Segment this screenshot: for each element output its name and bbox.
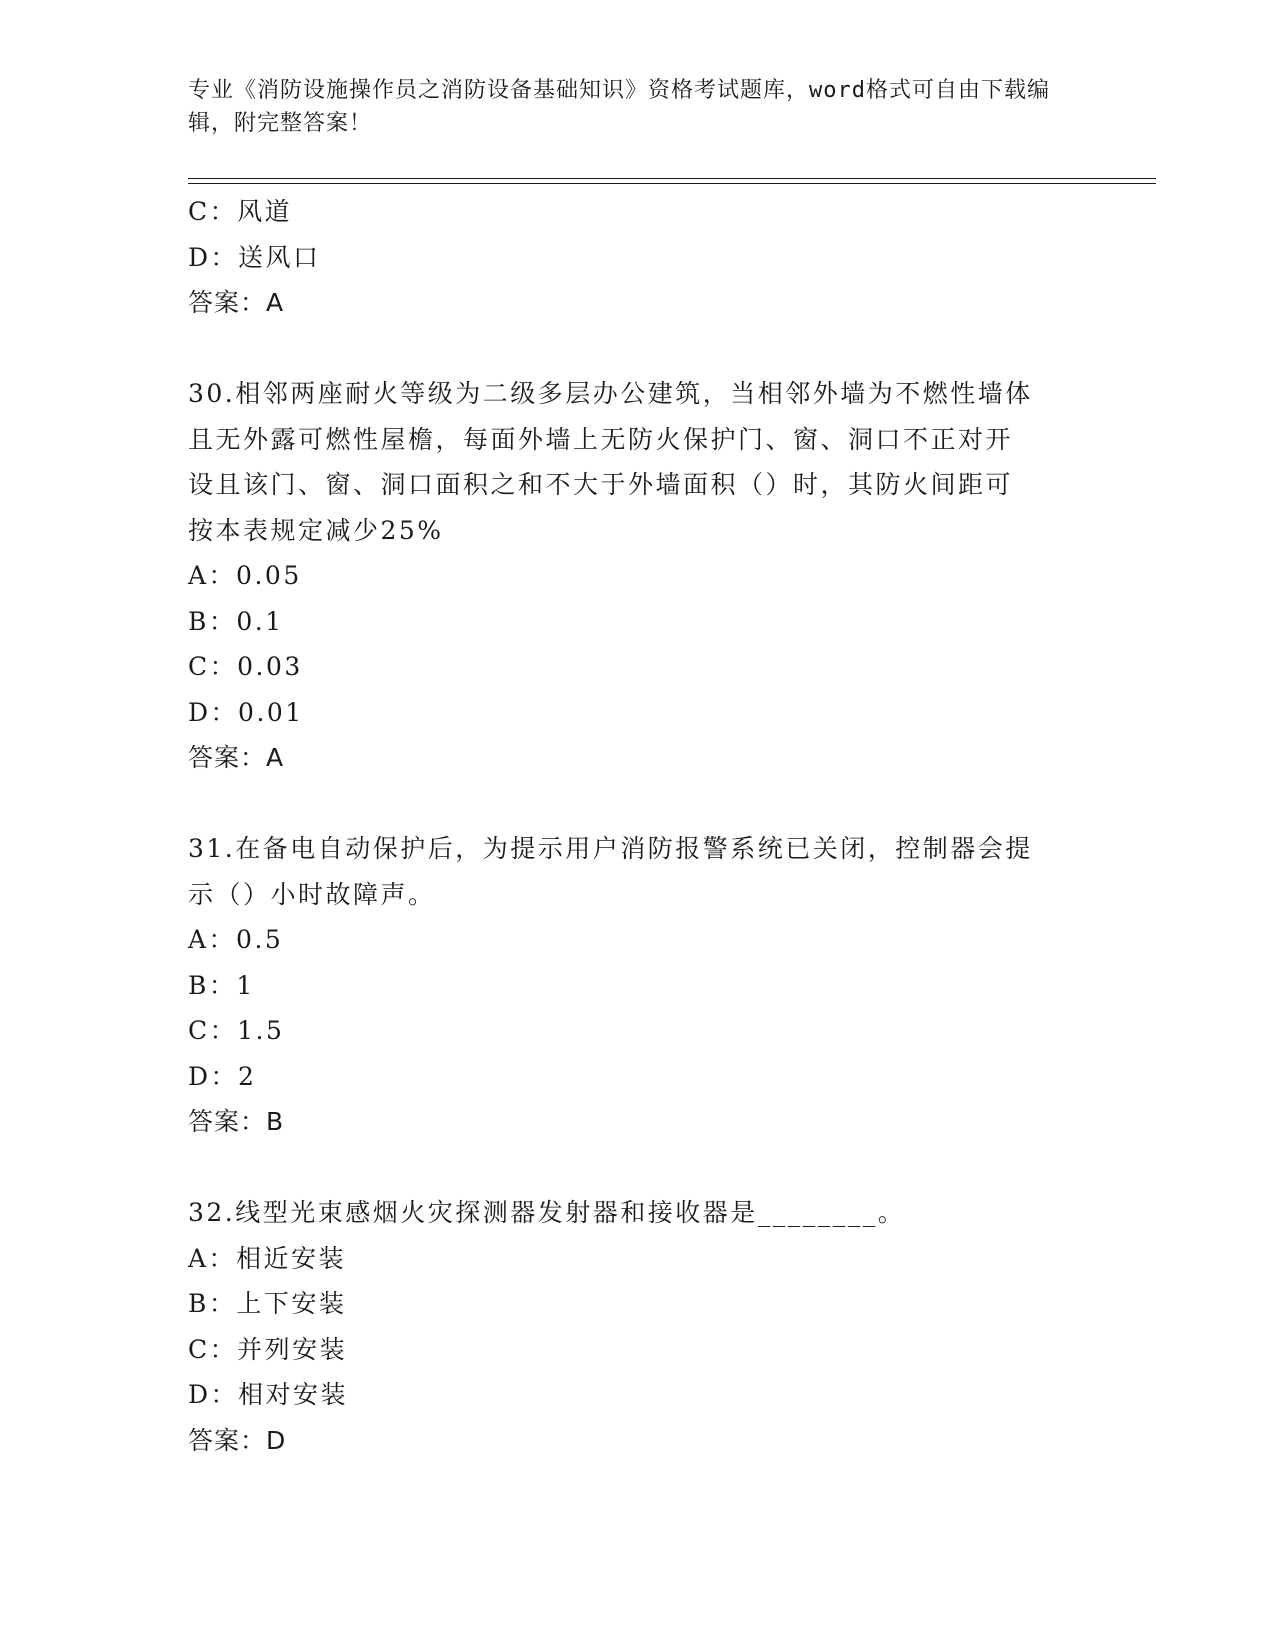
option-a: A：0.05 xyxy=(188,561,302,590)
spacer xyxy=(188,326,1088,372)
question-stem-line: 31.在备电自动保护后，为提示用户消防报警系统已关闭，控制器会提 xyxy=(188,834,1033,863)
question-stem-line: 按本表规定减少25% xyxy=(188,515,444,545)
question-30 xyxy=(188,371,1088,781)
option-d: D：相对安装 xyxy=(188,1380,349,1409)
question-body xyxy=(188,189,1088,1463)
option-b: B：0.1 xyxy=(188,606,284,636)
option-d: D：送风口 xyxy=(188,242,321,272)
spacer xyxy=(188,781,1088,827)
header-rule-bottom xyxy=(188,183,1156,184)
option-d: D：2 xyxy=(188,1061,257,1091)
header-rule-top xyxy=(188,178,1156,179)
prev-question-block xyxy=(188,189,1088,326)
document-header: 专业《消防设施操作员之消防设备基础知识》资格考试题库，word格式可自由下载编辑，附完整答案！ xyxy=(188,78,1050,136)
option-c: C：0.03 xyxy=(188,652,303,681)
spacer xyxy=(188,1145,1088,1191)
answer-line: 答案：A xyxy=(188,288,285,317)
option-a: A：相近安装 xyxy=(188,1243,347,1273)
question-stem-line: 32.线型光束感烟火灾探测器发射器和接收器是________。 xyxy=(188,1198,906,1227)
option-d: D：0.01 xyxy=(188,697,304,727)
option-b: B：1 xyxy=(188,970,255,1000)
answer-line: 答案：A xyxy=(188,743,285,772)
question-stem-line: 且无外露可燃性屋檐，每面外墙上无防火保护门、窗、洞口不正对开 xyxy=(188,424,1014,454)
question-stem-line: 示（）小时故障声。 xyxy=(188,879,436,909)
option-c: C：风道 xyxy=(188,197,293,226)
question-32 xyxy=(188,1190,1088,1463)
option-c: C：并列安装 xyxy=(188,1334,348,1364)
question-stem-line: 30.相邻两座耐火等级为二级多层办公建筑，当相邻外墙为不燃性墙体 xyxy=(188,379,1033,408)
answer-line: 答案：D xyxy=(188,1425,287,1455)
question-stem-line: 设且该门、窗、洞口面积之和不大于外墙面积（）时，其防火间距可 xyxy=(188,470,1014,499)
option-a: A：0.5 xyxy=(188,925,284,954)
option-b: B：上下安装 xyxy=(188,1289,347,1318)
option-c: C：1.5 xyxy=(188,1016,285,1045)
answer-line: 答案：B xyxy=(188,1107,285,1136)
question-31 xyxy=(188,826,1088,1145)
